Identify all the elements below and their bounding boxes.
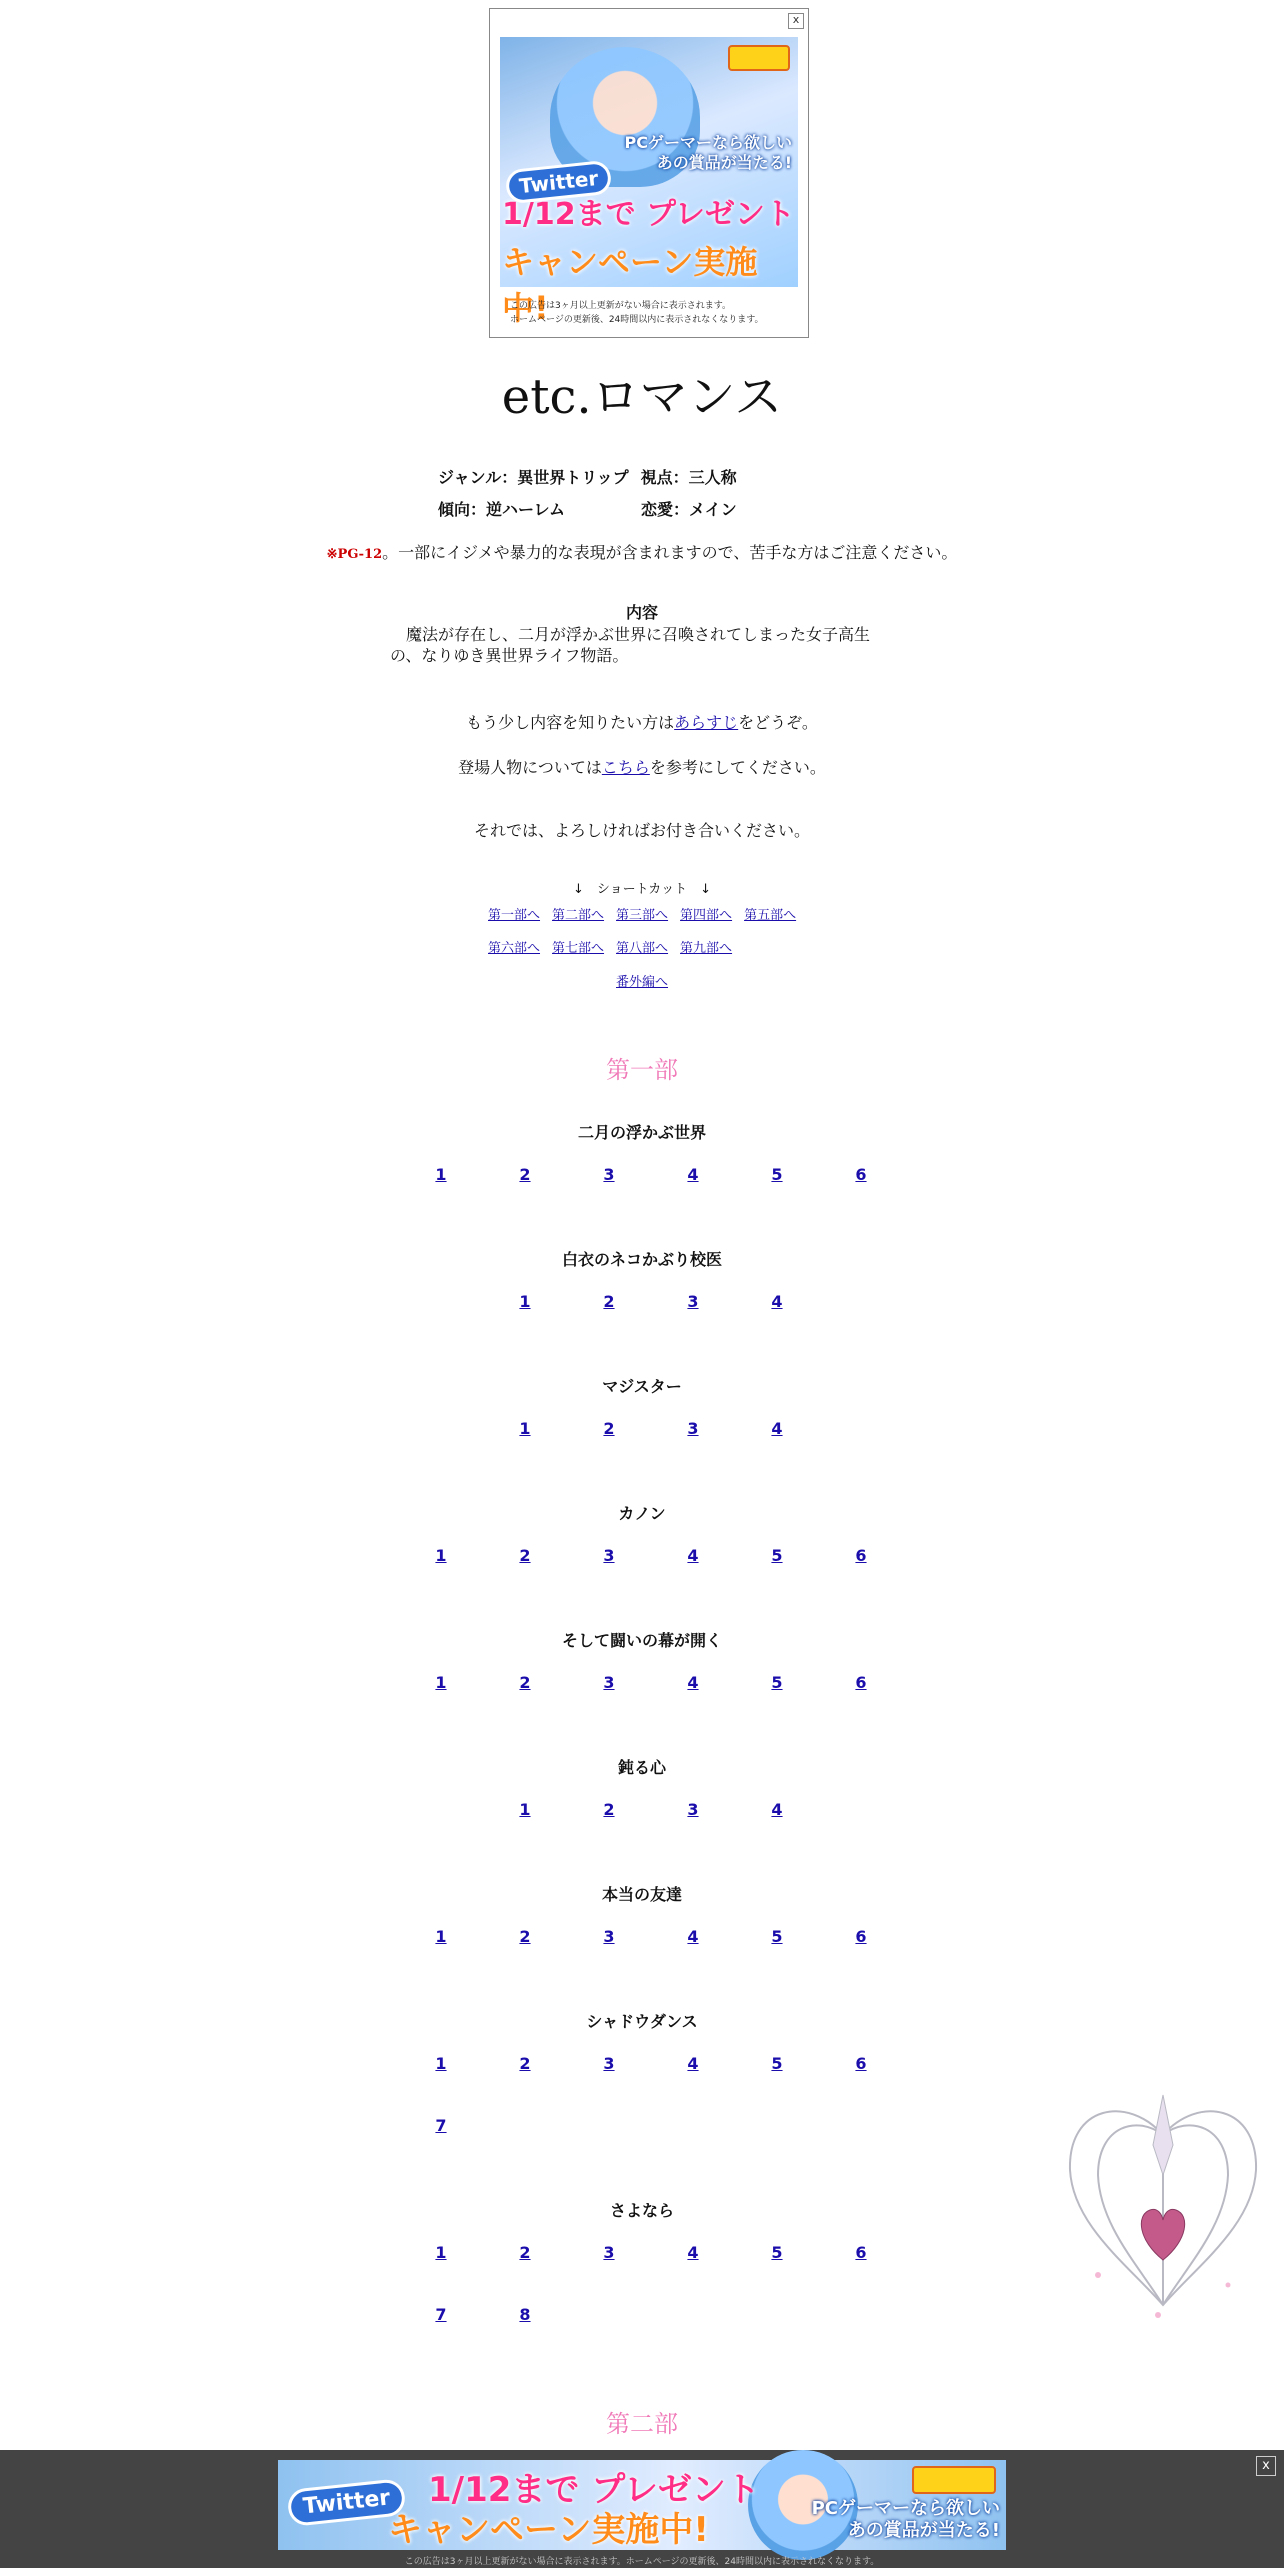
shortcut-part6[interactable]: 第六部へ bbox=[488, 941, 541, 956]
episode-link[interactable]: 2 bbox=[519, 2243, 531, 2262]
episode-link[interactable]: 6 bbox=[855, 1165, 867, 1184]
shortcut-row-1 bbox=[488, 904, 808, 923]
content-line1: 魔法が存在し、二月が浮かぶ世界に召喚されてしまった女子高生 bbox=[390, 625, 871, 644]
episode-link[interactable]: 2 bbox=[519, 1165, 531, 1184]
episode-link[interactable]: 1 bbox=[435, 1546, 447, 1565]
episode-link[interactable]: 2 bbox=[519, 1927, 531, 1946]
episode-link[interactable]: 4 bbox=[687, 1546, 699, 1565]
closing-text: それでは、よろしければお付き合いください。 bbox=[473, 821, 810, 840]
episode-link[interactable]: 5 bbox=[771, 1673, 783, 1692]
chapter-title: 白衣のネコかぶり校医 bbox=[561, 1250, 722, 1269]
ad-logo bbox=[728, 45, 790, 71]
shortcut-part2[interactable]: 第二部へ bbox=[552, 908, 605, 923]
episode-link[interactable]: 1 bbox=[435, 1673, 447, 1692]
top-ad[interactable] bbox=[489, 8, 809, 338]
episode-link[interactable]: 2 bbox=[519, 1673, 531, 1692]
episode-link[interactable]: 1 bbox=[435, 2243, 447, 2262]
genre-label: ジャンル：異世界トリップ bbox=[438, 468, 629, 487]
chapter-title: 鈍る心 bbox=[617, 1758, 666, 1777]
pg-rating: PG-12 bbox=[337, 547, 383, 562]
characters-line bbox=[0, 755, 1284, 778]
episode-link[interactable]: 6 bbox=[855, 2243, 867, 2262]
episode-link[interactable]: 2 bbox=[519, 2054, 531, 2073]
episode-link[interactable]: 6 bbox=[855, 1927, 867, 1946]
bottom-ad-pc-line1: PCゲーマーなら欲しい bbox=[811, 2498, 1000, 2519]
content-line2: の、なりゆき異世界ライフ物語。 bbox=[390, 646, 629, 665]
episode-link[interactable]: 2 bbox=[603, 1800, 615, 1819]
bottom-ad-subheadline: キャンペーン実施中! bbox=[388, 2510, 709, 2550]
ad-notice-line2: ホームページの更新後、24時間以内に表示されなくなります。 bbox=[510, 315, 764, 325]
episode-link[interactable]: 3 bbox=[603, 1546, 615, 1565]
episode-link[interactable]: 4 bbox=[687, 1165, 699, 1184]
shortcut-row-2 bbox=[488, 937, 744, 956]
shortcut-part8[interactable]: 第八部へ bbox=[616, 941, 669, 956]
chapter-title: さよなら bbox=[609, 2201, 674, 2220]
episode-link[interactable]: 2 bbox=[603, 1419, 615, 1438]
episode-link[interactable]: 3 bbox=[603, 1165, 615, 1184]
shortcut-part5[interactable]: 第五部へ bbox=[744, 908, 797, 923]
chapter-title: 二月の浮かぶ世界 bbox=[577, 1123, 706, 1142]
episode-link[interactable]: 5 bbox=[771, 1546, 783, 1565]
episode-link[interactable]: 1 bbox=[435, 1165, 447, 1184]
ad-notice-line1: この広告は3ヶ月以上更新がない場合に表示されます。 bbox=[510, 301, 732, 311]
episode-link[interactable]: 1 bbox=[435, 1927, 447, 1946]
heart-cage-decoration bbox=[1058, 2075, 1268, 2325]
ad-subheadline: キャンペーン実施中! bbox=[502, 243, 758, 327]
genre-info bbox=[438, 462, 737, 526]
bottom-ad-headline: 1/12まで プレゼント bbox=[428, 2470, 760, 2510]
viewpoint-label: 視点：三人称 bbox=[640, 468, 737, 487]
episode-link[interactable]: 4 bbox=[771, 1800, 783, 1819]
chapter-title: カノン bbox=[618, 1504, 666, 1523]
ad-headline: 1/12まで プレゼント bbox=[502, 197, 795, 232]
episode-link[interactable]: 6 bbox=[855, 1546, 867, 1565]
ad-close-button[interactable]: x bbox=[788, 13, 804, 29]
episode-link[interactable]: 1 bbox=[519, 1419, 531, 1438]
ad-notice bbox=[510, 299, 764, 327]
episode-link[interactable]: 4 bbox=[771, 1292, 783, 1311]
episode-link[interactable]: 3 bbox=[603, 2243, 615, 2262]
shortcut-part9[interactable]: 第九部へ bbox=[680, 941, 733, 956]
episode-link[interactable]: 1 bbox=[519, 1292, 531, 1311]
ad-pc-line1: PCゲーマーなら欲しい bbox=[624, 133, 792, 152]
synopsis-after: をどうぞ。 bbox=[738, 713, 818, 732]
content-description bbox=[390, 624, 890, 666]
episode-link[interactable]: 3 bbox=[603, 1927, 615, 1946]
chapter-title: シャドウダンス bbox=[586, 2012, 698, 2031]
episode-link[interactable]: 3 bbox=[603, 1673, 615, 1692]
shortcut-part3[interactable]: 第三部へ bbox=[616, 908, 669, 923]
episode-link[interactable]: 2 bbox=[519, 1546, 531, 1565]
episode-link[interactable]: 6 bbox=[855, 2054, 867, 2073]
warning-text: 。一部にイジメや暴力的な表現が含まれますので、苦手な方はご注意ください。 bbox=[382, 543, 958, 562]
episode-link[interactable]: 5 bbox=[771, 2243, 783, 2262]
content-warning bbox=[0, 540, 1284, 563]
chapter-title: 本当の友達 bbox=[601, 1885, 682, 1904]
shortcut-row-3 bbox=[616, 971, 680, 990]
episode-link[interactable]: 6 bbox=[855, 1673, 867, 1692]
ad-pc-text bbox=[625, 133, 792, 173]
bottom-ad-pc-text bbox=[812, 2498, 1000, 2542]
romance-label: 恋愛：メイン bbox=[641, 500, 737, 519]
episode-link[interactable]: 1 bbox=[519, 1800, 531, 1819]
ad-pc-line2: あの賞品が当たる! bbox=[656, 153, 792, 172]
shortcut-part1[interactable]: 第一部へ bbox=[488, 908, 541, 923]
shortcut-part4[interactable]: 第四部へ bbox=[680, 908, 733, 923]
page-title: etc.ロマンス bbox=[501, 369, 783, 425]
episode-link[interactable]: 5 bbox=[771, 2054, 783, 2073]
bottom-ad-twitter-badge: Twitter bbox=[286, 2478, 406, 2527]
episode-link[interactable]: 4 bbox=[687, 1673, 699, 1692]
episode-link[interactable]: 2 bbox=[603, 1292, 615, 1311]
bottom-ad-logo bbox=[912, 2466, 996, 2494]
warning-mark: ※ bbox=[326, 547, 338, 562]
bottom-ad-banner[interactable] bbox=[278, 2460, 1006, 2550]
synopsis-link[interactable]: あらすじ bbox=[674, 713, 739, 732]
episode-link[interactable]: 5 bbox=[771, 1927, 783, 1946]
episode-link[interactable]: 1 bbox=[435, 2054, 447, 2073]
episode-link[interactable]: 7 bbox=[435, 2116, 447, 2135]
episode-link[interactable]: 3 bbox=[687, 1292, 699, 1311]
episode-link[interactable]: 3 bbox=[687, 1800, 699, 1819]
episode-link[interactable]: 3 bbox=[603, 2054, 615, 2073]
synopsis-before: もう少し内容を知りたい方は bbox=[466, 713, 675, 732]
episode-link[interactable]: 4 bbox=[687, 2243, 699, 2262]
bottom-ad-close-button[interactable]: x bbox=[1256, 2456, 1276, 2476]
episode-link[interactable]: 4 bbox=[687, 1927, 699, 1946]
episode-link[interactable]: 4 bbox=[771, 1419, 783, 1438]
episode-link[interactable]: 4 bbox=[687, 2054, 699, 2073]
shortcut-part7[interactable]: 第七部へ bbox=[552, 941, 605, 956]
tendency-label: 傾向：逆ハーレム bbox=[438, 500, 566, 519]
bottom-ad-notice: この広告は3ヶ月以上更新がない場合に表示されます。ホームページの更新後、24時間以内に表示されなくなります。 bbox=[404, 2557, 880, 2567]
characters-link[interactable]: こちら bbox=[601, 758, 650, 777]
bottom-ad-pc-line2: あの賞品が当たる! bbox=[847, 2520, 1000, 2541]
part2-title: 第二部 bbox=[606, 2410, 678, 2438]
part1-title: 第一部 bbox=[606, 1056, 678, 1084]
episode-link[interactable]: 8 bbox=[519, 2305, 531, 2324]
synopsis-line bbox=[0, 710, 1284, 733]
characters-after: を参考にしてください。 bbox=[649, 758, 826, 777]
episode-link[interactable]: 7 bbox=[435, 2305, 447, 2324]
shortcut-label: ↓ ショートカット ↓ bbox=[572, 882, 711, 897]
bottom-ad-bar[interactable] bbox=[0, 2450, 1284, 2568]
ad-twitter-badge: Twitter bbox=[505, 160, 613, 205]
episode-link[interactable]: 5 bbox=[771, 1165, 783, 1184]
characters-before: 登場人物については bbox=[458, 758, 602, 777]
content-heading: 内容 bbox=[625, 603, 658, 622]
episode-link[interactable]: 3 bbox=[687, 1419, 699, 1438]
chapter-title: マジスター bbox=[602, 1377, 682, 1396]
shortcut-extra[interactable]: 番外編へ bbox=[616, 975, 669, 990]
chapter-title: そして闘いの幕が開く bbox=[561, 1631, 722, 1650]
